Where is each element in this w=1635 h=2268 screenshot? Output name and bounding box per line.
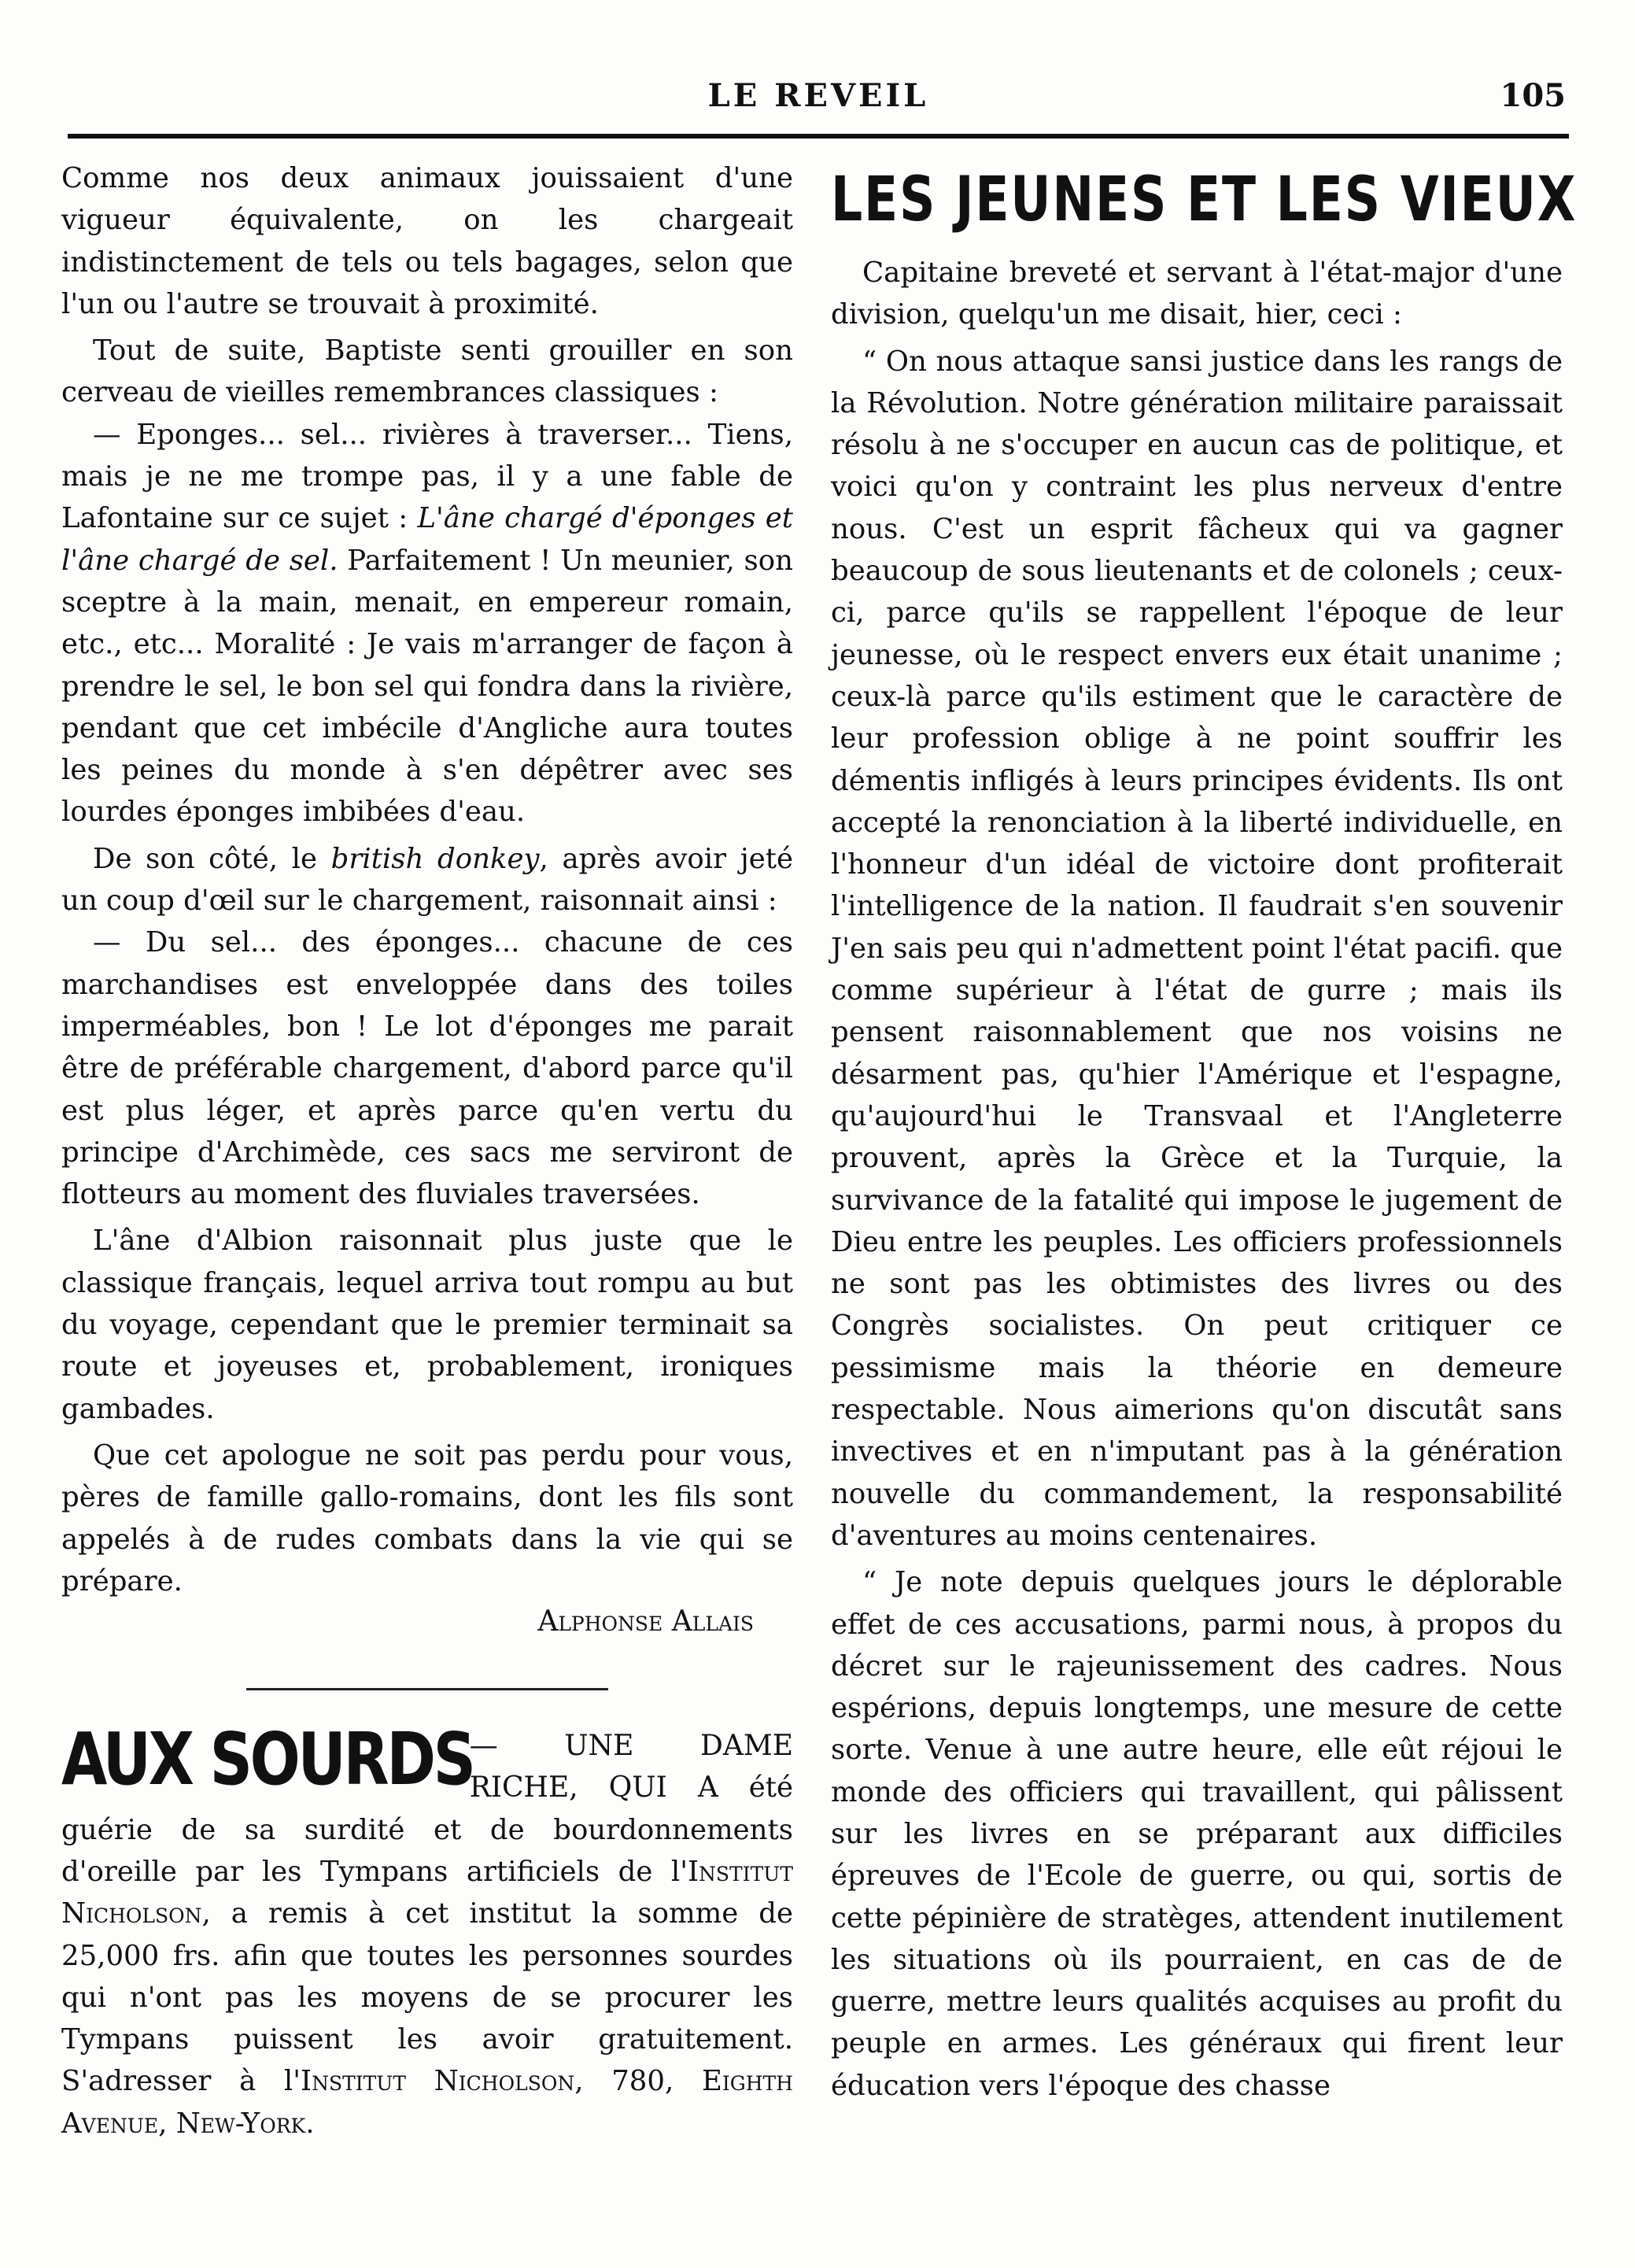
paragraph: Tout de suite, Baptiste senti grouiller en son cerveau de vieilles remembrances classiques : xyxy=(61,334,793,409)
article-title: LES JEUNES ET LES VIEUX xyxy=(831,164,1578,235)
header-rule xyxy=(68,134,1569,139)
paragraph: “ On nous attaque sansi justice dans les rangs de la Révolution. Notre génération militaire paraissait résolu à ne s'occuper en aucun cas de politique, et voici qu'on y contraint les plus nerveux d'entre nous. C'est un esprit fâcheux qui va gagner beaucoup de sous lieutenants et de colonels ; ceux-ci, parce qu'ils se rappellent l'époque de leur jeunesse, où le respect envers eux était unanime ; ceux-là parce qu'ils estiment que le caractère de leur profession oblige à ne point souffrir les démentis infligés à leurs principes évidents. Ils ont accepté la renonciation à la liberté individuelle, en l'honneur d'un idéal de victoire dont profiterait l'intelligence de la nation. Il faudrait s'en souvenir J'en sais peu qui n'admettent point l'état pacifi. que comme supérieur à l'état de gurre ; mais ils pensent raisonnablement que nos voisins ne désarment pas, qu'hier l'Amérique et l'espagne, qu'aujourd'hui le Transvaal et l'Angleterre prouvent, après la Grèce et la Turquie, la survivance de la fatalité qui impose le jugement de Dieu entre les peuples. Les officiers professionnels ne sont pas les obtimistes des livres ou des Congrès socialistes. On peut critiquer ce pessimisme mais la théorie en demeure respectable. Nous aimerions qu'on discutât sans invectives et en n'imputant pas à la génération nouvelle du commandement, la responsabilité d'aventures au moins centenaires. xyxy=(831,345,1563,1552)
paragraph xyxy=(61,838,793,922)
text-span: été guérie de sa surdité et de bourdonnements d'oreille par les Tympans artificiels de l' xyxy=(61,1771,793,1888)
page-number: 105 xyxy=(1500,77,1566,114)
paragraph: Que cet apologue ne soit pas perdu pour vous, pères de famille gallo-romains, dont les fils sont appelés à de rudes combats dans la vie qui se prépare. xyxy=(61,1439,793,1598)
page-header xyxy=(71,77,1566,124)
paragraph: L'âne d'Albion raisonnait plus juste que le classique français, lequel arriva tout rompu au but du voyage, cependant que le premier terminait sa route et joyeuses et, probablement, ironiques gambades. xyxy=(61,1224,793,1425)
fable-title: L'âne chargé d'éponges et l'âne chargé de sel. xyxy=(61,502,793,577)
paragraph: Capitaine breveté et servant à l'état-major d'une division, quelqu'un me disait, hier, ceci : xyxy=(831,257,1563,331)
right-column xyxy=(831,157,1578,2107)
text-span: , a remis à cet institut la somme de 25,000 frs. afin que toutes les personnes sourdes qui n'ont pas les moyens de se procurer les Tympans puissent les avoir gratuitement. S'adresser à l' xyxy=(61,1897,793,2098)
paragraph xyxy=(61,414,793,833)
text-span: De son côté, le xyxy=(93,842,331,875)
paragraph: Comme nos deux animaux jouissaient d'une vigueur équivalente, on les chargeait indistinctement de tels ou tels bagages, selon que l'un ou l'autre se trouvait à proximité. xyxy=(61,162,793,320)
separator-line xyxy=(246,1688,608,1690)
british-donkey: british donkey xyxy=(330,842,540,875)
left-column xyxy=(61,157,793,2144)
ad-headline: — UNE DAME RICHE, QUI A xyxy=(469,1730,793,1804)
text-span: Parfaitement ! Un meunier, son sceptre à la main, menait, en empereur romain, etc., etc... Moralité : Je vais m'arranger de façon à prendre le sel, le bon sel qui fondra dans la rivière, pendant que cet imbécile d'Angliche aura toutes les peines du monde à s'en dépêtrer avec ses lourdes éponges imbibées d'eau. xyxy=(61,544,793,829)
paragraph: “ Je note depuis quelques jours le déplorable effet de ces accusations, parmi nous, à propos du décret sur le rajeunissement des cadres. Nous espérions, depuis longtemps, une mesure de cette sorte. Venue à une autre heure, elle eût réjoui le monde des officiers qui travaillent, qui pâlissent sur les livres en se préparant aux difficiles épreuves de l'Ecole de guerre, ou qui, sortis de cette pépinière de stratèges, attendent inutilement les situations où ils pourraient, en cas de de guerre, mettre leurs qualités acquises au profit du peuple en armes. Les généraux qui firent leur éducation vers l'époque des chasse xyxy=(831,1566,1563,2102)
advertisement xyxy=(61,1717,793,2144)
author-signature: Alphonse Allais xyxy=(537,1605,754,1638)
ad-title: AUX SOURDS xyxy=(61,1717,474,1802)
running-title: LE REVEIL xyxy=(707,77,929,114)
text-span: , après avoir jeté un coup d'œil sur le chargement, raisonnait ainsi : xyxy=(61,842,793,918)
institute-name: Institut Nicholson xyxy=(61,1855,793,1930)
paragraph: — Du sel... des éponges... chacune de ces marchandises est enveloppée dans des toiles imperméables, bon ! Le lot d'éponges me parait être de préférable chargement, d'abord parce qu'il est plus léger, et après parce qu'en vertu du principe d'Archimède, ces sacs me serviront de flotteurs au moment des fluviales traversées. xyxy=(61,926,793,1211)
institute-address: Institut Nicholson, 780, Eighth Avenue, New-York. xyxy=(61,2065,793,2140)
text-span: — Eponges... sel... rivières à traverser... Tiens, mais je ne me trompe pas, il y a une fable de Lafontaine sur ce sujet : xyxy=(61,418,793,535)
